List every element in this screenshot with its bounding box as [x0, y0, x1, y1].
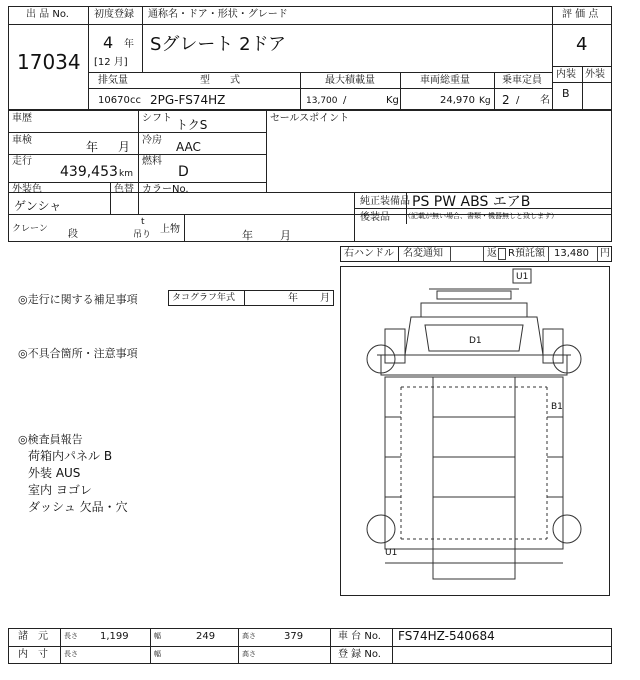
- inner-height-label: 高さ: [242, 650, 256, 658]
- truck-outline: [341, 267, 609, 595]
- rating-label: 評 価 点: [562, 9, 599, 20]
- crane-stage-unit: 段: [68, 229, 78, 240]
- crane-hang: 吊り: [133, 230, 152, 240]
- interior-score: B: [562, 87, 570, 100]
- tacho-year-unit: 年: [288, 293, 298, 304]
- inner-width-label: 幅: [154, 650, 161, 658]
- upper-year-unit: 年: [242, 229, 253, 242]
- type-value: 2PG-FS74HZ: [150, 93, 226, 107]
- max-load-unit: Kg: [386, 95, 399, 106]
- type-label: 型 式: [200, 75, 240, 86]
- aftermarket-note: （記載が無い場合、書類・機器無しと致します）: [404, 212, 558, 220]
- inner-dims-label: 内 寸: [18, 649, 48, 660]
- registration-label: 登 録 No.: [338, 649, 381, 660]
- max-load-label: 最大積載量: [325, 75, 375, 86]
- return-field: [498, 248, 506, 260]
- gross-weight-label: 車両総重量: [420, 75, 470, 86]
- max-load-value: 13,700: [306, 96, 338, 106]
- chassis-value: FS74HZ-540684: [398, 629, 495, 643]
- ac-value: AAC: [176, 140, 201, 154]
- inspection-month-unit: 月: [118, 140, 131, 154]
- name-change-label: 名変通知: [403, 248, 443, 259]
- height-value: 379: [284, 631, 304, 642]
- exterior-score-label: 外装: [585, 69, 605, 80]
- mileage-label: 走行: [12, 156, 32, 167]
- mark-bottom: U1: [385, 548, 398, 558]
- chassis-label: 車 台 No.: [338, 631, 381, 642]
- color-value: ゲンシャ: [14, 199, 62, 213]
- tacho-month-unit: 月: [320, 293, 330, 304]
- r-tax-label: R預託額: [508, 248, 545, 259]
- displacement-unit: cc: [130, 95, 141, 106]
- r-tax-value: 13,480: [554, 248, 589, 259]
- lot-no-label: 出 品 No.: [26, 9, 69, 20]
- ac-label: 冷房: [142, 135, 162, 146]
- width-value: 249: [196, 631, 216, 642]
- shift-value: トクS: [176, 118, 208, 132]
- inspection-label: 車検: [12, 135, 32, 146]
- capacity-slash: /: [516, 95, 520, 106]
- model-name: Sグレート 2ドア: [150, 34, 287, 55]
- displacement-label: 排気量: [98, 75, 128, 86]
- inspection-year-unit: 年: [86, 140, 99, 154]
- inspector-line: 外装 AUS: [28, 466, 81, 480]
- return-label: 返: [487, 248, 497, 259]
- mark-side: B1: [551, 402, 563, 412]
- inspector-line: 荷箱内パネル B: [28, 449, 113, 463]
- inspector-line: 室内 ヨゴレ: [28, 483, 92, 497]
- truck-diagram: [340, 266, 610, 596]
- r-tax-unit: 円: [600, 248, 610, 259]
- interior-score-label: 内装: [556, 69, 576, 80]
- fuel-value: D: [178, 164, 189, 180]
- inspector-line: ダッシュ 欠品・穴: [28, 500, 128, 514]
- first-reg-year: 4: [103, 33, 114, 52]
- capacity-unit: 名: [540, 95, 550, 106]
- selling-points-label: セールスポイント: [270, 113, 350, 124]
- displacement-value: 10670: [98, 95, 130, 106]
- gross-weight-unit: Kg: [479, 96, 491, 106]
- defects-label: ◎不具合箇所・注意事項: [18, 347, 138, 360]
- equipment-value: PS PW ABS エアB: [412, 194, 531, 210]
- aftermarket-label: 後装品: [360, 212, 390, 223]
- driving-notes-label: ◎走行に関する補足事項: [18, 293, 138, 306]
- gross-weight-value: 24,970: [440, 95, 475, 106]
- width-label: 幅: [154, 632, 161, 640]
- rating-score: 4: [576, 34, 588, 55]
- max-load-slash: /: [343, 95, 347, 106]
- name-change-field: [450, 246, 484, 262]
- first-reg-year-unit: 年: [124, 39, 134, 50]
- color-no-label: カラーNo.: [142, 184, 189, 195]
- color-label: 外装色: [12, 184, 42, 195]
- fuel-label: 燃料: [142, 156, 162, 167]
- first-reg-label: 初度登録: [94, 9, 134, 20]
- mark-top: U1: [516, 272, 529, 282]
- capacity-value: 2: [502, 93, 510, 107]
- mileage-value: 439,453: [60, 164, 118, 180]
- dims-label: 諸 元: [18, 631, 48, 642]
- inner-length-label: 長さ: [64, 650, 78, 658]
- equipment-label: 純正装備品: [360, 196, 410, 207]
- length-label: 長さ: [64, 632, 78, 640]
- crane-label: クレーン: [12, 224, 48, 234]
- upper-month-unit: 月: [280, 229, 291, 242]
- upper-label: 上物: [160, 224, 180, 235]
- tacho-label: タコグラフ年式: [172, 293, 236, 303]
- shift-label: シフト: [142, 113, 172, 124]
- rhd-label: 右ハンドル: [344, 248, 394, 259]
- mark-cab: D1: [469, 336, 482, 346]
- model-name-label: 通称名・ドア・形状・グレード: [148, 9, 288, 20]
- mileage-unit: km: [119, 169, 133, 179]
- lot-no: 17034: [17, 50, 81, 74]
- inspector-label: ◎検査員報告: [18, 433, 83, 446]
- capacity-label: 乗車定員: [502, 75, 542, 86]
- color-change-label: 色替: [114, 184, 134, 195]
- first-reg-month: [12 月]: [94, 57, 128, 68]
- length-value: 1,199: [100, 631, 129, 642]
- history-label: 車歴: [12, 113, 32, 124]
- height-label: 高さ: [242, 632, 256, 640]
- crane-t: t: [141, 217, 145, 227]
